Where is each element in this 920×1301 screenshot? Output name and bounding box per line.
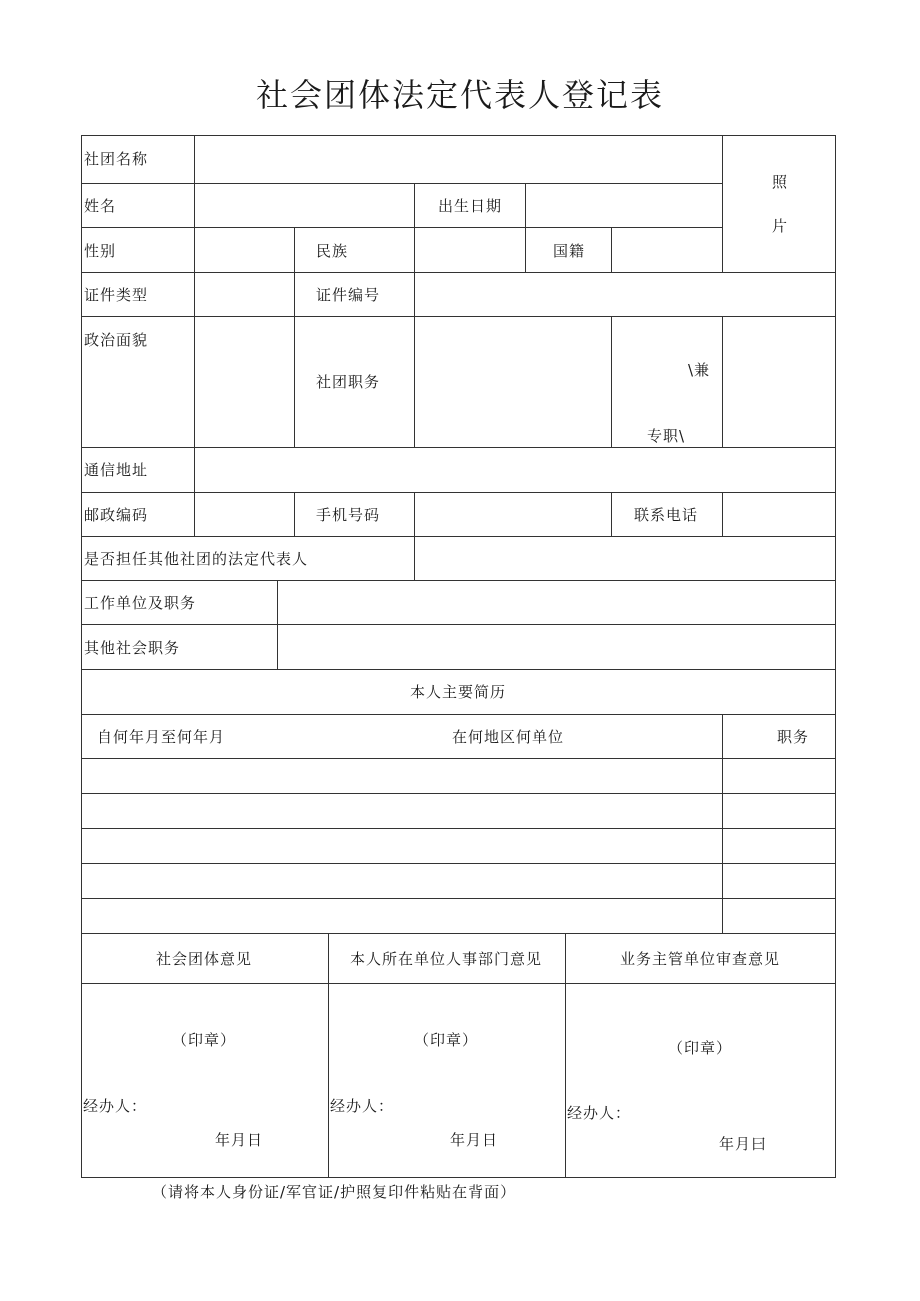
label-name: 姓名 [84,197,117,215]
row-divider [81,669,836,670]
seal-supervisor: （印章） [667,1039,733,1057]
column-divider [328,933,329,1178]
row-divider [81,227,722,228]
label-phone: 联系电话 [633,506,699,524]
label-work-unit: 工作单位及职务 [84,594,197,612]
column-divider [414,183,415,272]
opinion-org-header: 社会团体意见 [155,950,253,968]
seal-org: （印章） [171,1031,237,1049]
label-postal-code: 邮政编码 [84,506,149,524]
row-divider [81,536,836,537]
label-id-type: 证件类型 [84,286,149,304]
opinion-hr-header: 本人所在单位人事部门意见 [349,950,543,968]
label-ethnicity: 民族 [316,242,349,260]
column-divider [611,316,612,447]
row-divider [81,183,722,184]
label-gender: 性别 [84,242,117,260]
column-divider [194,135,195,492]
column-divider [525,183,526,272]
date-supervisor: 年月曰 [719,1135,768,1153]
column-divider [414,492,415,580]
label-org-position: 社团职务 [316,373,381,391]
row-divider [81,624,836,625]
resume-header-place: 在何地区何单位 [451,728,565,746]
label-photo: 照 [771,173,789,191]
label-address: 通信地址 [84,461,149,479]
column-divider [294,227,295,447]
column-divider [722,135,723,272]
resume-header-position: 职务 [776,728,810,746]
form-title: 社会团体法定代表人登记表 [255,76,664,114]
label-birth-date: 出生日期 [437,197,503,215]
handler-supervisor: 经办人： [567,1104,632,1122]
label-full-time: 专职\ [647,427,686,445]
column-divider [722,492,723,536]
resume-title: 本人主要简历 [409,683,507,701]
resume-header-period: 自何年月至何年月 [97,728,226,746]
column-divider [277,580,278,669]
row-divider [81,983,836,984]
row-divider [81,933,836,934]
label-org-name: 社团名称 [84,150,149,168]
column-divider [722,316,723,447]
column-divider [611,227,612,272]
row-divider [81,580,836,581]
opinion-supervisor-header: 业务主管单位审查意见 [619,950,781,968]
handler-hr: 经办人： [330,1097,395,1115]
label-political-status: 政治面貌 [84,331,149,349]
column-divider [611,492,612,536]
date-org: 年月日 [215,1131,264,1149]
seal-hr: （印章） [413,1031,479,1049]
label-photo: 片 [771,217,789,235]
column-divider [722,714,723,933]
date-hr: 年月日 [450,1131,499,1149]
column-divider [414,272,415,447]
label-part-time: \兼 [688,361,711,379]
label-id-number: 证件编号 [316,286,381,304]
label-other-social: 其他社会职务 [84,639,181,657]
label-nationality: 国籍 [552,242,586,260]
footer-note: （请将本人身份证/军官证/护照复印件粘贴在背面） [152,1183,517,1201]
column-divider [294,492,295,536]
column-divider [194,492,195,536]
label-mobile: 手机号码 [316,506,381,524]
handler-org: 经办人： [83,1097,148,1115]
column-divider [565,933,566,1178]
label-other-legal-rep: 是否担任其他社团的法定代表人 [84,550,309,568]
